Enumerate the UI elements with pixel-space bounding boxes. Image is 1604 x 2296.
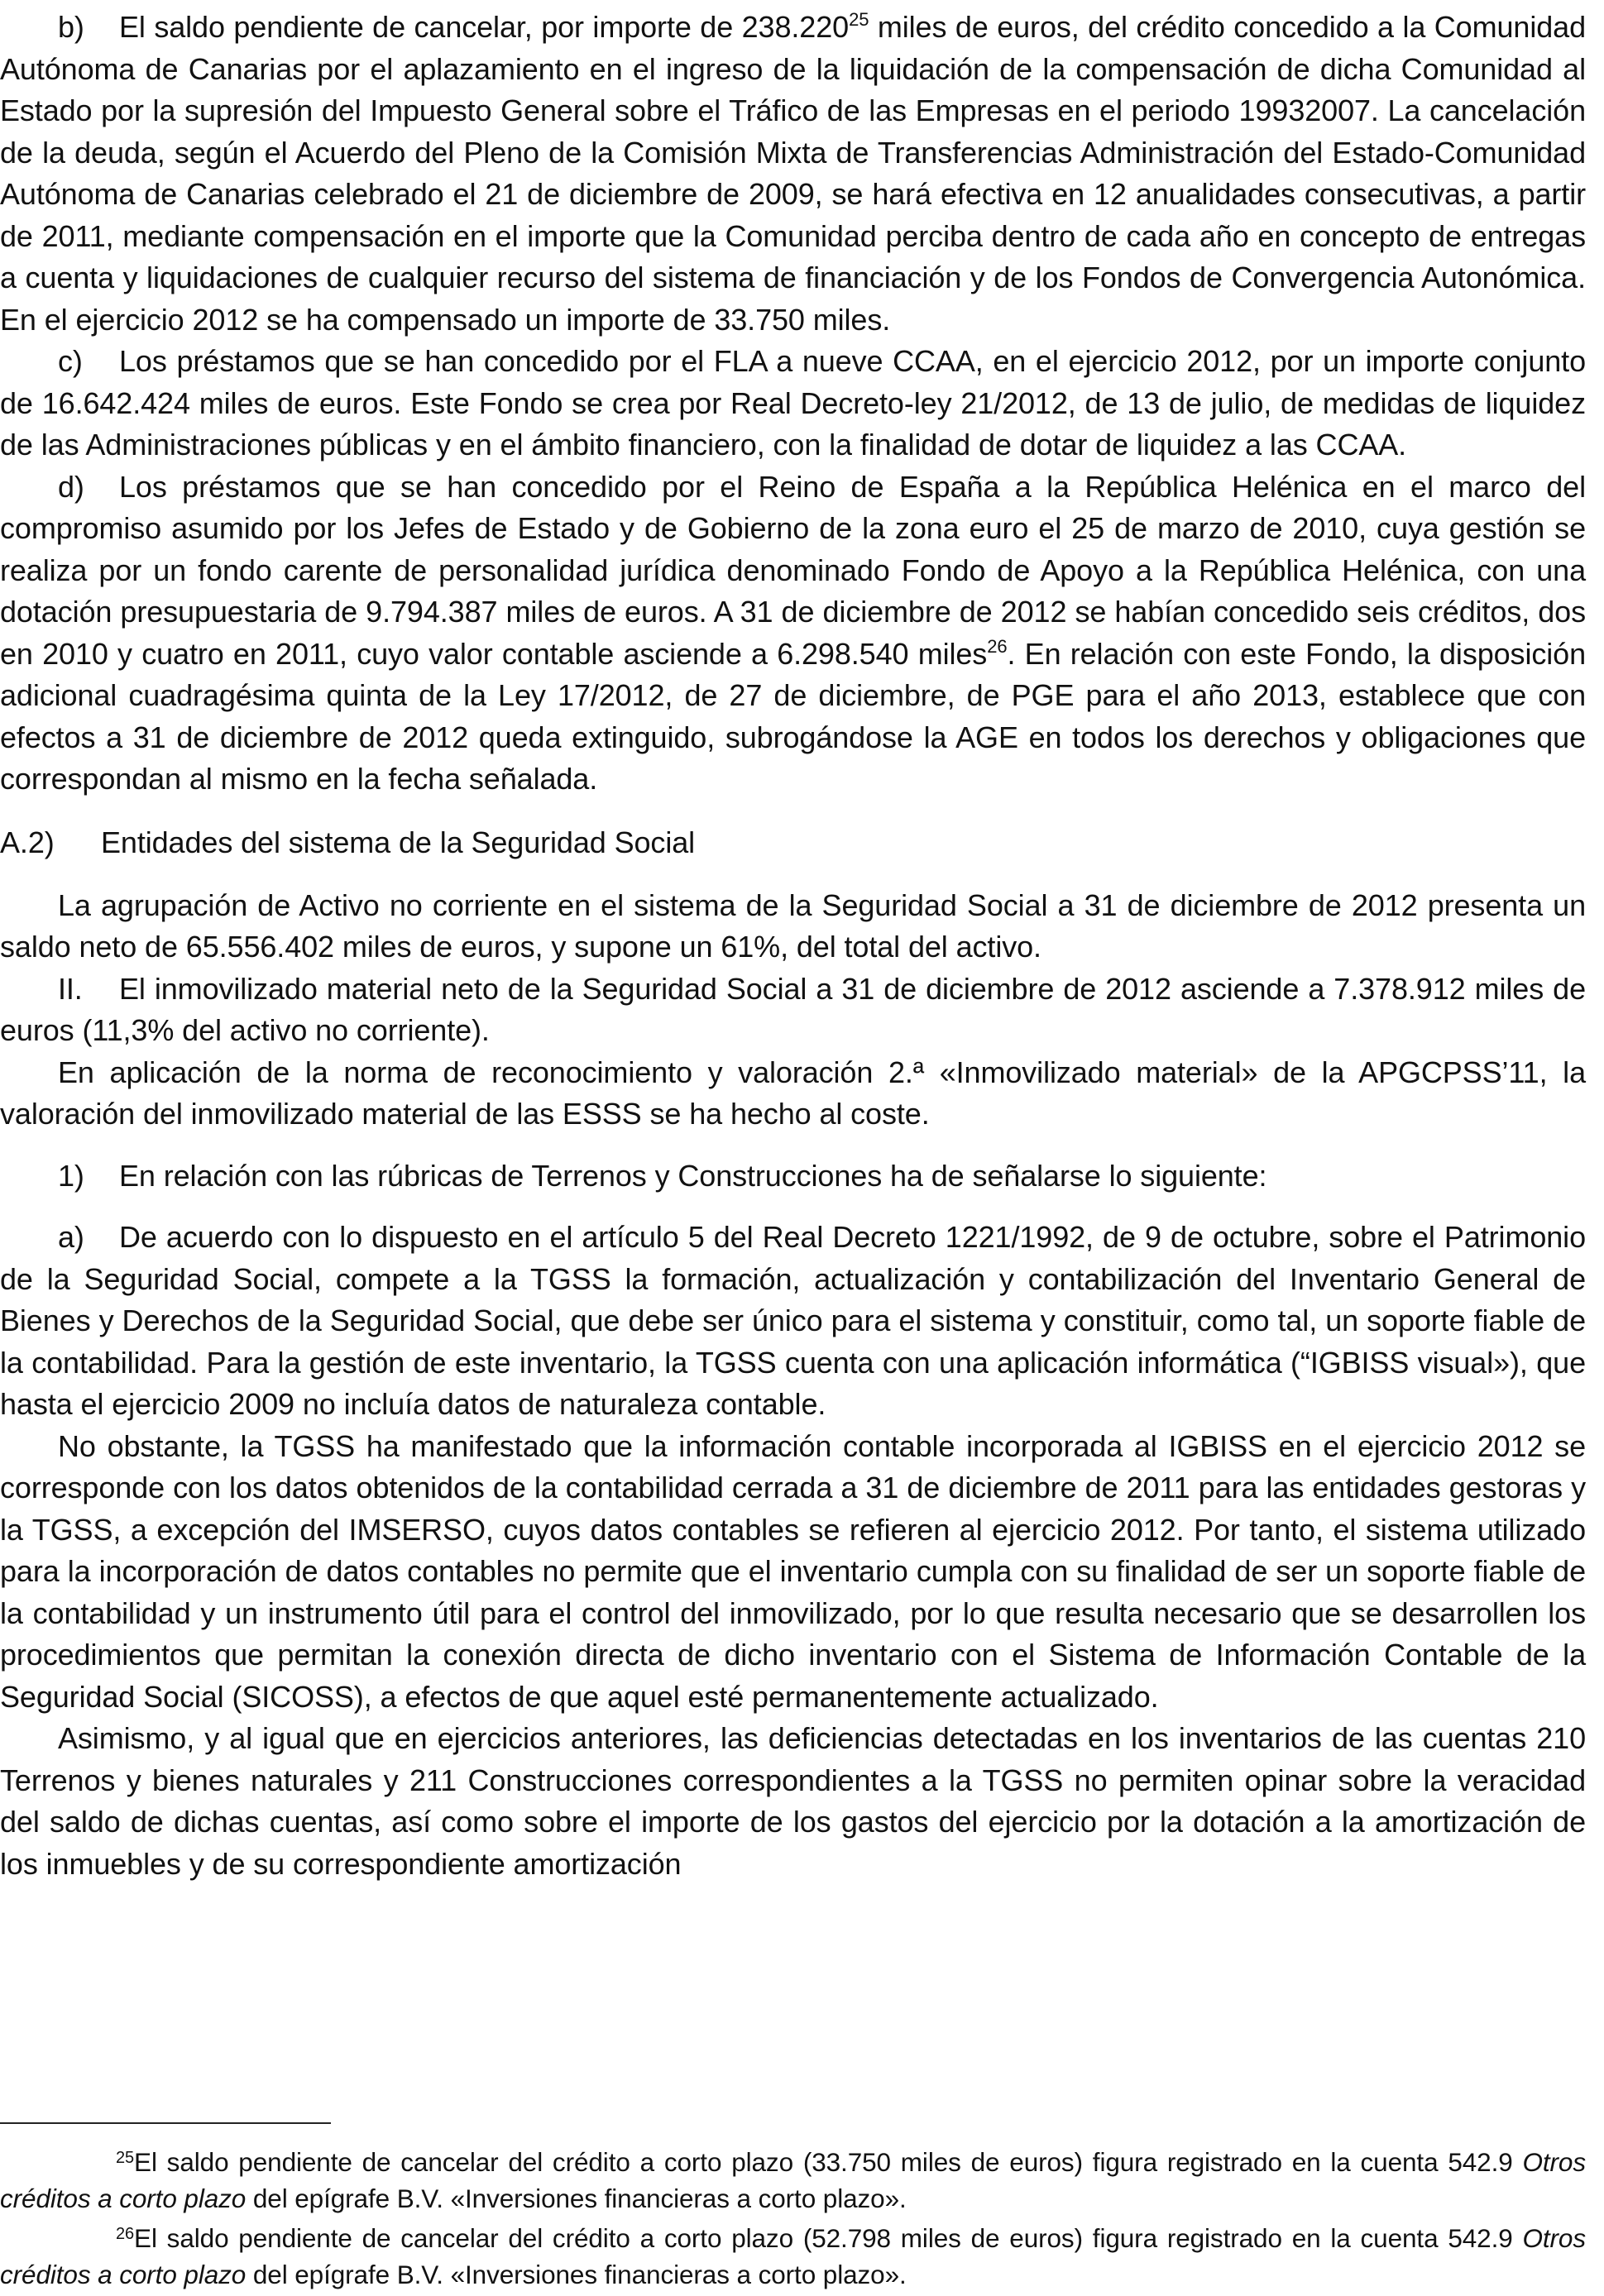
paragraph-b [0, 7, 1586, 341]
paragraph-1 [0, 1155, 1586, 1198]
list-label: a) [58, 1220, 84, 1254]
list-label: d) [58, 469, 84, 504]
paragraph-text: . En relación con este Fondo, la disposición adicional cuadragésima quinta de la Ley 17/2012, de 27 de diciembre, de PGE para el año 2013, establece que con efectos a 31 de diciembre de 2012 queda extinguido, subrogándose la AGE en todos los derechos y obligaciones que correspondan al mismo en la fecha señalada. [0, 636, 1586, 796]
section-title: Entidades del sistema de la Seguridad Social [101, 825, 696, 859]
paragraph-asimismo: Asimismo, y al igual que en ejercicios anteriores, las deficiencias detectadas en los inventarios de las cuentas 210 Terrenos y bienes naturales y 211 Construcciones correspondientes a la TGSS no permiten opinar sobre la veracidad del saldo de dichas cuentas, así como sobre el importe de los gastos del ejercicio por la dotación a la amortización de los inmuebles y de su correspondiente amortización [0, 1721, 1586, 1881]
list-label: b) [58, 10, 84, 44]
footnotes [0, 2141, 1586, 2296]
section-heading [0, 822, 1586, 863]
paragraph-d [0, 466, 1586, 801]
paragraph-text: En relación con las rúbricas de Terrenos y Construcciones ha de señalarse lo siguiente: [119, 1158, 1267, 1193]
footnote-ref-25[interactable]: 25 [849, 9, 869, 30]
footnote-text: El saldo pendiente de cancelar del crédito a corto plazo (52.798 miles de euros) figura registrado en la cuenta 542.9 [134, 2223, 1523, 2253]
list-label: c) [58, 344, 83, 378]
footnote-divider [0, 2122, 331, 2124]
footnote-ref-26[interactable]: 26 [987, 635, 1008, 657]
paragraph-c [0, 341, 1586, 466]
section-number: A.2) [0, 825, 55, 859]
list-label: II. [58, 971, 83, 1006]
paragraph-text: El saldo pendiente de cancelar, por importe de 238.220 [119, 10, 850, 44]
paragraph-a [0, 1217, 1586, 1426]
footnote-text: del epígrafe B.V. «Inversiones financieras a corto plazo». [246, 2260, 907, 2289]
footnote-25: 25El saldo pendiente de cancelar del crédito a corto plazo (33.750 miles de euros) figura registrado en la cuenta 542.9 Otros créditos a corto plazo del epígrafe B.V. «Inversiones financieras a corto plazo». [0, 2147, 1586, 2213]
list-label: 1) [58, 1158, 84, 1193]
paragraph-text: De acuerdo con lo dispuesto en el artículo 5 del Real Decreto 1221/1992, de 9 de octubre, sobre el Patrimonio de la Seguridad Social, compete a la TGSS la formación, actualización y contabilización del Inventario General de Bienes y Derechos de la Seguridad Social, que debe ser único para el sistema y constituir, como tal, un soporte fiable de la contabilidad. Para la gestión de este inventario, la TGSS cuenta con una aplicación informática (“IGBISS visual»), que hasta el ejercicio 2009 no incluía datos de naturaleza contable. [0, 1220, 1586, 1421]
paragraph-valoracion: En aplicación de la norma de reconocimiento y valoración 2.ª «Inmovilizado material» de la APGCPSS’11, la valoración del inmovilizado material de las ESSS se ha hecho al coste. [0, 1055, 1586, 1131]
paragraph-text: El inmovilizado material neto de la Seguridad Social a 31 de diciembre de 2012 asciende a 7.378.912 miles de euros (11,3% del activo no corriente). [0, 971, 1586, 1047]
paragraph-text: miles de euros, del crédito concedido a la Comunidad Autónoma de Canarias por el aplazamiento en el ingreso de la liquidación de la compensación de dicha Comunidad al Estado por la supresión del Impuesto General sobre el Tráfico de las Empresas en el periodo 19932007. La cancelación de la deuda, según el Acuerdo del Pleno de la Comisión Mixta de Transferencias Administración del Estado-Comunidad Autónoma de Canarias celebrado el 21 de diciembre de 2009, se hará efectiva en 12 anualidades consecutivas, a partir de 2011, mediante compensación en el importe que la Comunidad perciba dentro de cada año en concepto de entregas a cuenta y liquidaciones de cualquier recurso del sistema de financiación y de los Fondos de Convergencia Autonómica. En el ejercicio 2012 se ha compensado un importe de 33.750 miles. [0, 10, 1586, 337]
paragraph-no-obstante: No obstante, la TGSS ha manifestado que la información contable incorporada al IGBISS en el ejercicio 2012 se corresponde con los datos obtenidos de la contabilidad cerrada a 31 de diciembre de 2011 para las entidades gestoras y la TGSS, a excepción del IMSERSO, cuyos datos contables se refieren al ejercicio 2012. Por tanto, el sistema utilizado para la incorporación de datos contables no permite que el inventario cumpla con su finalidad de ser un soporte fiable de la contabilidad y un instrumento útil para el control del inmovilizado, por lo que resulta necesario que se desarrollen los procedimientos que permitan la conexión directa de dicho inventario con el Sistema de Información Contable de la Seguridad Social (SICOSS), a efectos de que aquel esté permanentemente actualizado. [0, 1428, 1586, 1714]
paragraph-ii [0, 969, 1586, 1052]
paragraph-intro: La agrupación de Activo no corriente en el sistema de la Seguridad Social a 31 de diciembre de 2012 presenta un saldo neto de 65.556.402 miles de euros, y supone un 61%, del total del activo. [0, 887, 1586, 964]
footnote-26: 26El saldo pendiente de cancelar del crédito a corto plazo (52.798 miles de euros) figura registrado en la cuenta 542.9 Otros créditos a corto plazo del epígrafe B.V. «Inversiones financieras a corto plazo». [0, 2223, 1586, 2289]
footnote-italic-text: Otros créditos a corto plazo [0, 2147, 1586, 2213]
footnote-text: El saldo pendiente de cancelar del crédito a corto plazo (33.750 miles de euros) figura registrado en la cuenta 542.9 [134, 2147, 1523, 2177]
footnote-text: del epígrafe B.V. «Inversiones financieras a corto plazo». [246, 2184, 907, 2213]
paragraph-text: Los préstamos que se han concedido por el FLA a nueve CCAA, en el ejercicio 2012, por un importe conjunto de 16.642.424 miles de euros. Este Fondo se crea por Real Decreto-ley 21/2012, de 13 de julio, de medidas de liquidez de las Administraciones públicas y en el ámbito financiero, con la finalidad de dotar de liquidez a las CCAA. [0, 344, 1586, 462]
footnote-italic-text: Otros créditos a corto plazo [0, 2223, 1586, 2289]
paragraph-text: Los préstamos que se han concedido por el Reino de España a la República Helénica en el marco del compromiso asumido por los Jefes de Estado y de Gobierno de la zona euro el 25 de marzo de 2010, cuya gestión se realiza por un fondo carente de personalidad jurídica denominado Fondo de Apoyo a la República Helénica, con una dotación presupuestaria de 9.794.387 miles de euros. A 31 de diciembre de 2012 se habían concedido seis créditos, dos en 2010 y cuatro en 2011, cuyo valor contable asciende a 6.298.540 miles [0, 469, 1586, 671]
